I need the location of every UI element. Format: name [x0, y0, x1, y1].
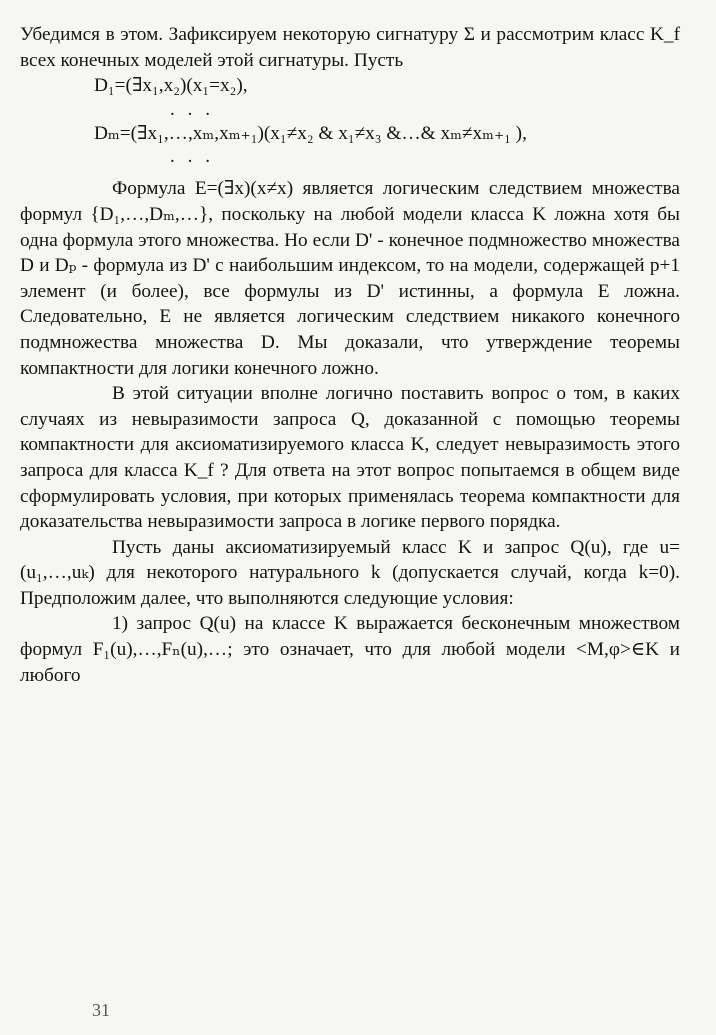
- ellipsis-2: . . .: [170, 146, 215, 168]
- page-number: 31: [92, 1000, 110, 1020]
- paragraph-setup: Пусть даны аксиоматизируемый класс K и запрос Q(u), где u=(u₁,…,uₖ) для некоторого натурального k (допускается случай, когда k=0). Предположим далее, что выполняются следующие условия:: [20, 536, 680, 609]
- paragraph-question: В этой ситуации вполне логично поставить вопрос о том, в каких случаях из невыразимости запроса Q, доказанной с помощью теоремы компактности для аксиоматизируемого класса K, следует невыразимость этого запроса для класса K_f ? Для ответа на этот вопрос попытаемся в общем виде сформулировать условия, при которых применялась теорема компактности для доказательства невыразимости запроса в логике первого порядка.: [20, 383, 680, 533]
- paragraph-intro: Убедимся в этом. Зафиксируем некоторую сигнатуру Σ и рассмотрим класс K_f всех конечных моделей этой сигнатуры. Пусть: [20, 24, 680, 71]
- paragraph-formula-e: Формула E=(∃x)(x≠x) является логическим следствием множества формул {D₁,…,Dₘ,…}, поскольку на любой модели класса K ложна хотя бы одна формула этого множества. Но если D' - конечное подмножество множества D и Dₚ - формула из D' с наибольшим индексом, то на модели, содержащей p+1 элемент (и более), все формулы из D' истинны, а формула E ложна. Следовательно, E не является логическим следствием никакого конечного подмножества множества D. Мы доказали, что утверждение теоремы компактности для логики конечного ложно.: [20, 178, 680, 379]
- page-body: [20, 22, 680, 688]
- formula-dm: Dₘ=(∃x₁,…,xₘ,xₘ₊₁)(x₁≠x₂ & x₁≠x₃ &…& xₘ≠xₘ₊₁ ),: [94, 122, 527, 144]
- ellipsis-1: . . .: [170, 98, 215, 120]
- formula-d1: D₁=(∃x₁,x₂)(x₁=x₂),: [94, 75, 248, 97]
- paragraph-condition-1: 1) запрос Q(u) на классе K выражается бесконечным множеством формул F₁(u),…,Fₙ(u),…; это означает, что для любой модели <M,φ>∈K и любого: [20, 613, 680, 686]
